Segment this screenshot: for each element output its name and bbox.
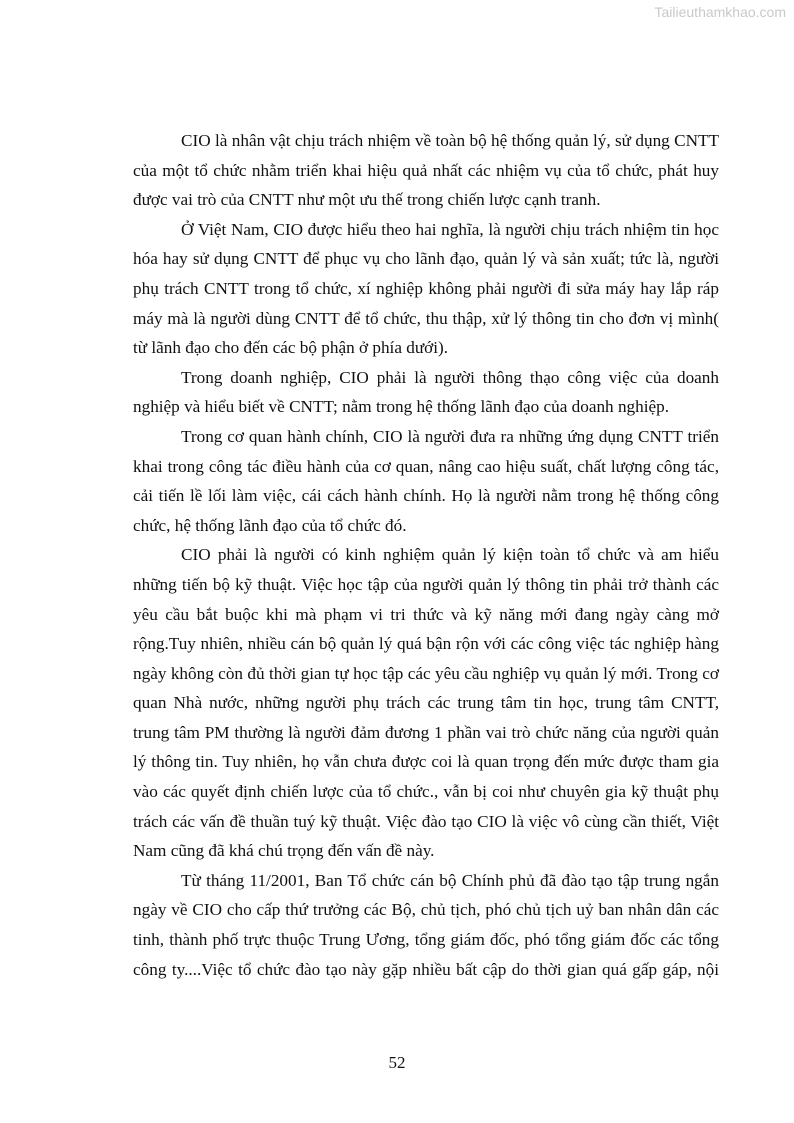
page-number: 52 <box>388 1053 406 1072</box>
paragraph-cio-definition: CIO là nhân vật chịu trách nhiệm về toàn bộ hệ thống quản lý, sử dụng CNTT của một tổ chức nhằm triển khai hiệu quả nhất các nhiệm vụ của tổ chức, phát huy được vai trò của CNTT như một ưu thế trong chiến lược cạnh tranh. <box>133 131 719 210</box>
paragraph-cio-government: Trong cơ quan hành chính, CIO là người đưa ra những ứng dụng CNTT triển khai trong công tác điều hành của cơ quan, nâng cao hiệu suất, chất lượng công tác, cải tiến lề lối làm việc, cái cách hành chính. Họ là người nằm trong hệ thống công chức, hệ thống lãnh đạo của tổ chức đó. <box>133 426 719 535</box>
paragraph-cio-training: Từ tháng 11/2001, Ban Tổ chức cán bộ Chính phủ đã đào tạo tập trung ngắn ngày về CIO cho cấp thứ trưởng các Bộ, chủ tịch, phó chủ tịch uỷ ban nhân dân các tinh, thành phố trực thuộc Trung Ương, tổng giám đốc, phó tổng giám đốc các tổng công ty....Việc tổ chức đào tạo này gặp nhiều bất cập do thời gian quá gấp gáp, nội <box>133 870 719 979</box>
paragraph-cio-experience: CIO phải là người có kinh nghiệm quản lý kiện toàn tổ chức và am hiểu những tiến bộ kỹ thuật. Việc học tập của người quản lý thông tin phải trở thành các yêu cầu bắt buộc khi mà phạm vi tri thức và kỹ năng mới đang ngày càng mở rộng.Tuy nhiên, nhiều cán bộ quản lý quá bận rộn với các công việc tác nghiệp hàng ngày không còn đủ thời gian tự học tập các yêu cầu nghiệp vụ quản lý mới. Trong cơ quan Nhà nước, những người phụ trách các trung tâm tin học, trung tâm CNTT, trung tâm PM thường là người đảm đương 1 phần vai trò chức năng của người quản lý thông tin. Tuy nhiên, họ vẫn chưa được coi là quan trọng đến mức được tham gia vào các quyết định chiến lược của tổ chức., vẫn bị coi như chuyên gia kỹ thuật phụ trách các vấn đề thuần tuý kỹ thuật. Việc đào tạo CIO là việc vô cùng cần thiết, Việt Nam cũng đã khá chú trọng đến vấn đề này. <box>133 545 719 861</box>
watermark: Tailieuthamkhao.com <box>654 4 786 20</box>
paragraph-cio-vietnam: Ở Việt Nam, CIO được hiểu theo hai nghĩa, là người chịu trách nhiệm tin học hóa hay sử dụng CNTT để phục vụ cho lãnh đạo, quản lý và sản xuất; tức là, người phụ trách CNTT trong tổ chức, xí nghiệp không phải người đi sửa máy hay lắp ráp máy mà là người dùng CNTT để tổ chức, thu thập, xử lý thông tin cho đơn vị mình( từ lãnh đạo cho đến các bộ phận ở phía dưới). <box>133 219 719 358</box>
page-body <box>133 126 719 984</box>
paragraph-cio-enterprise: Trong doanh nghiệp, CIO phải là người thông thạo công việc của doanh nghiệp và hiểu biết về CNTT; nằm trong hệ thống lãnh đạo của doanh nghiệp. <box>133 367 719 417</box>
